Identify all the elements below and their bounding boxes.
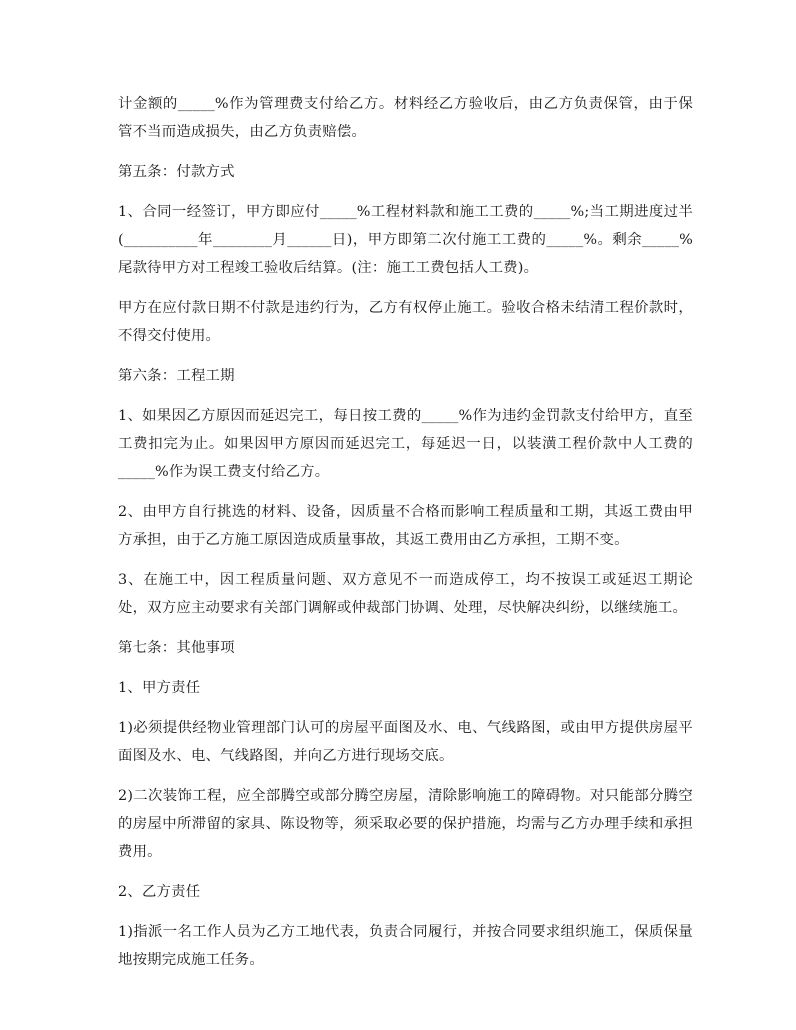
paragraph-payment-schedule: 1、合同一经签订，甲方即应付_____%工程材料款和施工工费的_____%;当工期进度过半(__________年________月______日)，甲方即第二次付施工工费的_____%。剩余_____%尾款待甲方对工程竣工验收后结算。(注：施工工费包括人工费)。 (118, 204, 693, 276)
paragraph-management-fee: 计金额的_____%作为管理费支付给乙方。材料经乙方验收后，由乙方负责保管，由于保管不当而造成损失，由乙方负责赔偿。 (118, 96, 693, 140)
paragraph-floor-plan: 1)必须提供经物业管理部门认可的房屋平面图及水、电、气线路图，或由甲方提供房屋平面图及水、电、气线路图，并向乙方进行现场交底。 (118, 720, 693, 764)
paragraph-clear-premises: 2)二次装饰工程，应全部腾空或部分腾空房屋，清除影响施工的障碍物。对只能部分腾空的房屋中所滞留的家具、陈设物等，须采取必要的保护措施，均需与乙方办理手续和承担费用。 (118, 788, 693, 860)
heading-article-6: 第六条：工程工期 (118, 368, 235, 384)
paragraph-site-representative: 1)指派一名工作人员为乙方工地代表，负责合同履行，并按合同要求组织施工，保质保量地按期完成施工任务。 (118, 924, 693, 968)
heading-article-7: 第七条：其他事项 (118, 640, 235, 656)
paragraph-material-quality: 2、由甲方自行挑选的材料、设备，因质量不合格而影响工程质量和工期，其返工费由甲方承担，由于乙方施工原因造成质量事故，其返工费用由乙方承担，工期不变。 (118, 504, 693, 548)
heading-party-b-duties: 2、乙方责任 (118, 884, 201, 900)
heading-article-5: 第五条：付款方式 (118, 164, 235, 180)
paragraph-dispute-resolution: 3、在施工中，因工程质量问题、双方意见不一而造成停工，均不按误工或延迟工期论处，双方应主动要求有关部门调解或仲裁部门协调、处理，尽快解决纠纷，以继续施工。 (118, 572, 693, 616)
document-body (118, 90, 693, 974)
paragraph-late-payment: 甲方在应付款日期不付款是违约行为，乙方有权停止施工。验收合格未结清工程价款时，不得交付使用。 (118, 300, 693, 344)
paragraph-delay-penalty: 1、如果因乙方原因而延迟完工，每日按工费的_____%作为违约金罚款支付给甲方，直至工费扣完为止。如果因甲方原因而延迟完工，每延迟一日，以装潢工程价款中人工费的_____%作为误工费支付给乙方。 (118, 408, 693, 480)
heading-party-a-duties: 1、甲方责任 (118, 680, 201, 696)
